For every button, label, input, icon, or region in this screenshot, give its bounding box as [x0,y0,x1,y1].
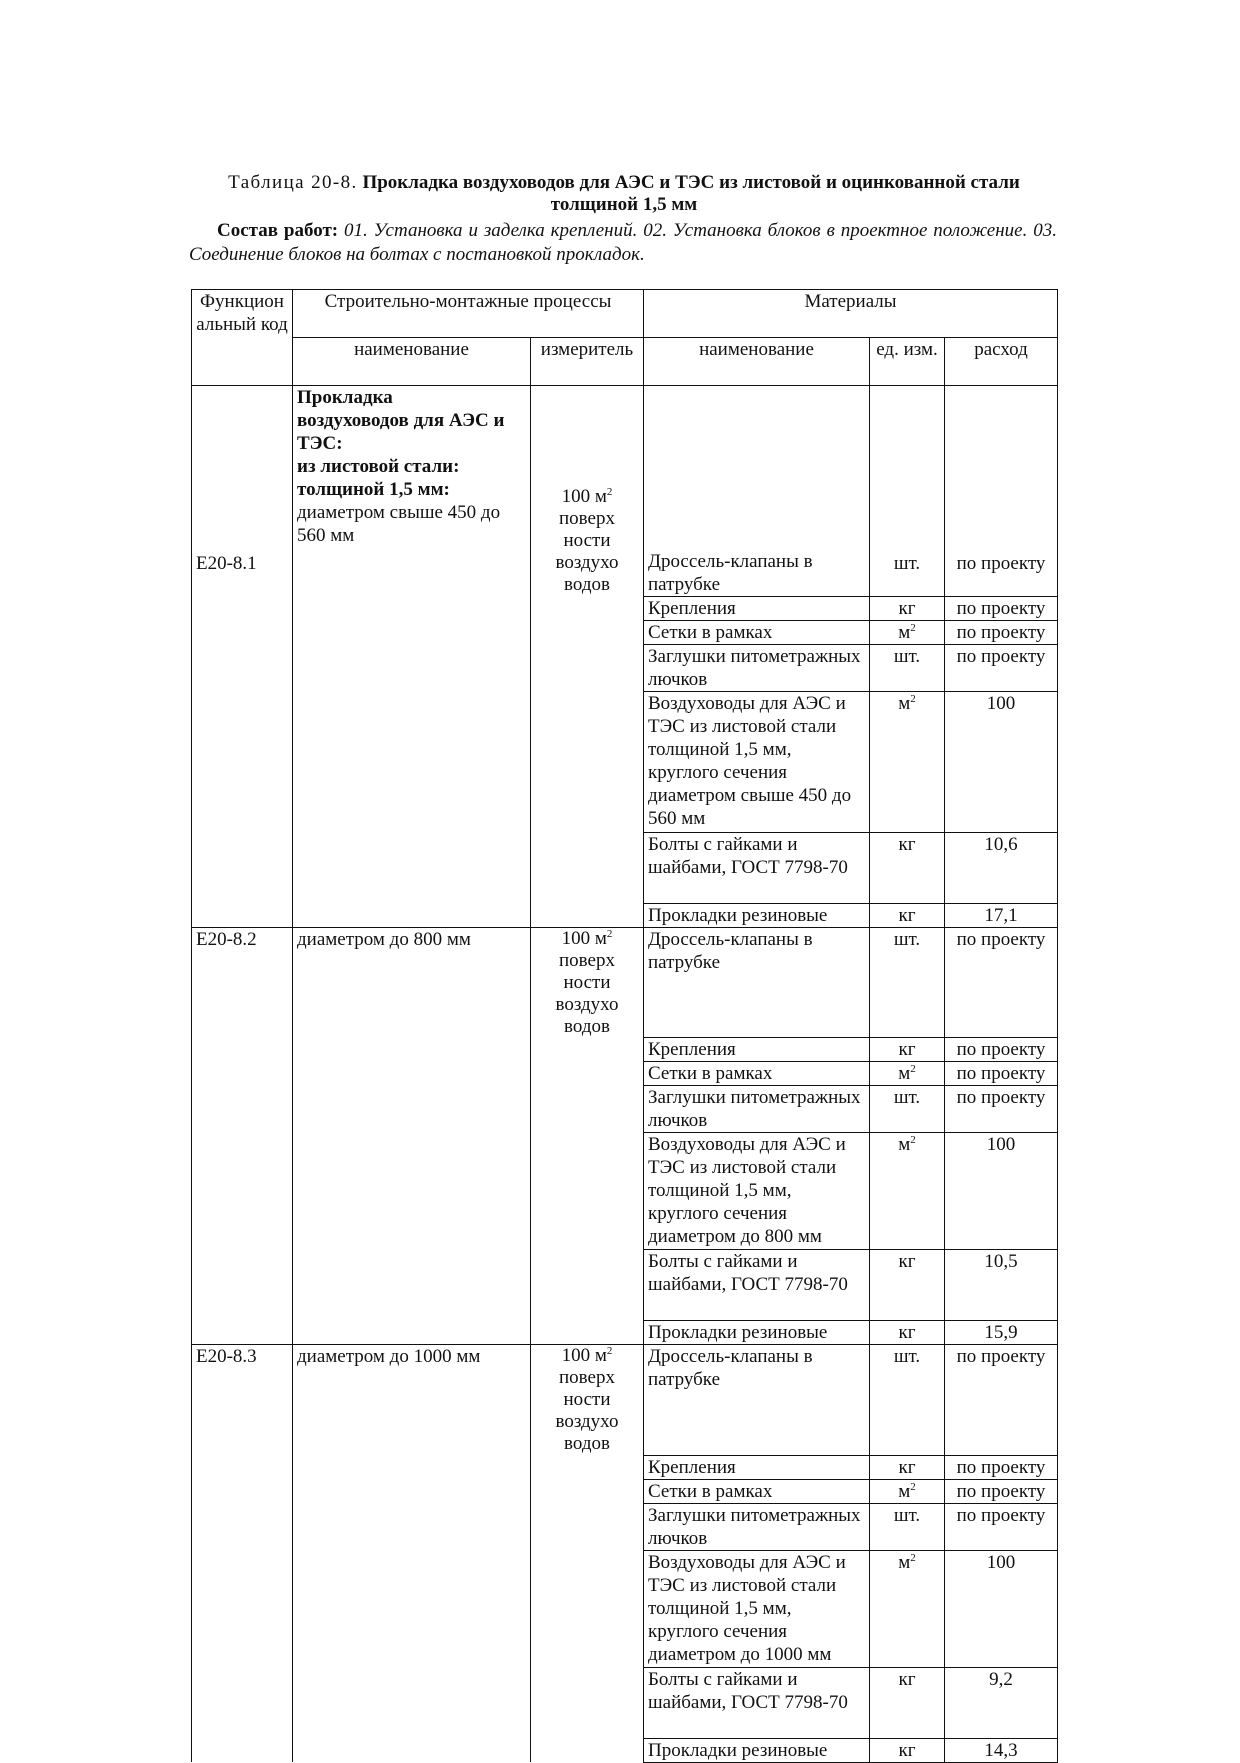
material-qty: 100 [945,691,1058,832]
meter-cell [531,927,644,1038]
material-unit-sup: 2 [910,1480,916,1493]
table-row [192,1345,1058,1456]
meter-line: воздухо [555,993,619,1015]
description-cell [293,644,531,691]
meter-unit-sup: 2 [606,1345,613,1357]
material-unit [870,691,945,832]
meter-line: ности [563,530,611,551]
description-cell [293,1667,531,1738]
section-title-line: воздуховодов для АЭС и [297,410,505,431]
material-name: Крепления [644,1455,870,1479]
section-title-line: ТЭС: [297,433,343,454]
meter-cell [531,1738,644,1762]
description-cell [293,386,531,597]
material-qty: по проекту [945,1086,1058,1133]
material-name: Сетки в рамках [644,620,870,644]
code-cell [192,1503,293,1550]
header-material-name: наименование [644,338,870,386]
material-unit-text: кг [898,1322,916,1343]
code-cell [192,1479,293,1503]
material-qty: 100 [945,1550,1058,1667]
material-name: Воздуховоды для АЭС и ТЭС из листовой стали толщиной 1,5 мм, круглого сечения диаметром до 1000 мм [644,1550,870,1667]
material-unit-text: кг [898,1456,916,1478]
material-name: Воздуховоды для АЭС и ТЭС из листовой стали толщиной 1,5 мм, круглого сечения диаметром до 800 мм [644,1133,870,1250]
material-unit-text: м [898,692,911,714]
material-name: Болты с гайками и шайбами, ГОСТ 7798-70 [644,1250,870,1321]
work-label: Состав работ: [217,220,339,241]
code-cell [192,1086,293,1133]
code-cell [192,1345,293,1456]
material-qty: 17,1 [945,903,1058,927]
section-title-line: Прокладка [297,387,393,408]
material-qty: по проекту [945,1062,1058,1086]
meter-unit: 100 $м^2$ [561,927,613,949]
material-qty: по проекту [945,1503,1058,1550]
table-row [192,1455,1058,1479]
material-unit [870,1086,945,1133]
meter-unit: 100 $м^2$ [561,1345,613,1366]
material-name: Дроссель-клапаны в патрубке [644,386,870,597]
process-description: диаметром до 800 мм [297,928,471,950]
table-row [192,386,1058,597]
material-unit [870,1038,945,1062]
table-row [192,1038,1058,1062]
section-title-line: толщиной 1,5 мм: [297,479,450,500]
functional-code: Е20-8.1 [196,553,257,574]
material-unit-text: м [898,621,911,643]
material-unit-text: шт. [893,1087,921,1108]
material-qty: 15,9 [945,1321,1058,1345]
table-row [192,1321,1058,1345]
material-unit-text: шт. [893,645,921,667]
meter-line: водов [564,1015,610,1037]
description-cell [293,927,531,1038]
material-qty: по проекту [945,1345,1058,1456]
table-number: Таблица 20-8. [228,172,358,193]
meter-line: водов [564,1433,610,1454]
material-name: Прокладки резиновые [644,1321,870,1345]
code-cell [192,1062,293,1086]
meter-unit-sup: 2 [606,486,613,498]
header-process-unit: измеритель [531,338,644,386]
material-name: Заглушки питометражных лючков [644,644,870,691]
description-cell [293,1062,531,1086]
material-qty: 10,5 [945,1250,1058,1321]
material-unit [870,1503,945,1550]
material-qty: 14,3 [945,1738,1058,1762]
code-cell [192,1038,293,1062]
material-unit-text: кг [898,1739,916,1761]
functional-code: Е20-8.2 [196,928,257,950]
material-name: Болты с гайками и шайбами, ГОСТ 7798-70 [644,832,870,903]
material-qty: 9,2 [945,1667,1058,1738]
material-unit-sup: 2 [910,1551,916,1564]
table-title [186,172,1062,216]
material-unit-text: кг [898,1251,916,1272]
table-row [192,1479,1058,1503]
header-material-unit: ед. изм. [870,338,945,386]
meter-line: поверх [559,508,615,529]
table-row [192,1738,1058,1762]
table-row [192,1503,1058,1550]
material-unit [870,1345,945,1456]
code-cell [192,644,293,691]
code-cell [192,1550,293,1667]
meter-line: поверх [559,949,615,971]
material-name: Прокладки резиновые [644,1738,870,1762]
material-unit-sup: 2 [910,692,916,705]
material-unit [870,1667,945,1738]
header-processes: Строительно-монтажные процессы [293,290,644,338]
material-unit [870,1455,945,1479]
material-unit-text: кг [898,904,916,926]
table-row [192,644,1058,691]
header-code: Функцион альный код [192,290,293,386]
description-cell [293,1345,531,1456]
material-unit-sup: 2 [910,621,916,634]
description-cell [293,1086,531,1133]
material-name: Прокладки резиновые [644,903,870,927]
code-cell [192,927,293,1038]
table-row [192,832,1058,903]
material-unit-text: шт. [893,928,921,950]
code-cell [192,691,293,832]
meter-value [535,486,639,596]
material-unit-text: шт. [893,552,921,574]
material-unit-text: м [898,1551,911,1573]
meter-cell [531,620,644,644]
section-title [297,386,526,501]
material-name: Заглушки питометражных лючков [644,1086,870,1133]
meter-cell [531,1086,644,1133]
table-heading: Прокладка воздуховодов для АЭС и ТЭС из листовой и оцинкованной стали толщиной 1,5 мм [362,172,1020,215]
table-row [192,903,1058,927]
code-cell [192,1133,293,1250]
meter-cell [531,1479,644,1503]
meter-line: воздухо [555,1411,619,1432]
section-title-line: из листовой стали: [297,456,460,477]
material-qty: по проекту [945,596,1058,620]
description-cell [293,691,531,832]
meter-cell [531,1550,644,1667]
material-unit [870,1250,945,1321]
material-unit-text: кг [898,1039,916,1060]
material-name: Заглушки питометражных лючков [644,1503,870,1550]
description-cell [293,1321,531,1345]
material-name: Крепления [644,1038,870,1062]
meter-cell [531,1667,644,1738]
meter-cell [531,596,644,620]
header-material-qty: расход [945,338,1058,386]
meter-cell [531,1250,644,1321]
meter-cell [531,1321,644,1345]
material-unit [870,644,945,691]
description-cell [293,1133,531,1250]
table-row [192,1133,1058,1250]
code-cell [192,620,293,644]
material-qty: по проекту [945,620,1058,644]
code-cell [192,386,293,597]
material-unit-text: м [898,1480,911,1502]
meter-line: поверх [559,1367,615,1388]
material-qty: 10,6 [945,832,1058,903]
code-cell [192,596,293,620]
material-unit [870,1321,945,1345]
norms-table-body [192,290,1058,1763]
process-description: диаметром свыше 450 до 560 мм [297,502,501,546]
description-cell [293,1455,531,1479]
code-cell [192,903,293,927]
meter-cell [531,1133,644,1250]
functional-code: Е20-8.3 [196,1346,257,1367]
meter-cell [531,691,644,832]
material-unit [870,596,945,620]
description-cell [293,1503,531,1550]
table-row [192,1250,1058,1321]
material-unit-text: шт. [893,1504,921,1526]
meter-cell [531,1345,644,1456]
material-unit [870,386,945,597]
meter-cell [531,903,644,927]
material-name: Болты с гайками и шайбами, ГОСТ 7798-70 [644,1667,870,1738]
code-cell [192,1455,293,1479]
description-cell [293,832,531,903]
material-unit-text: кг [898,833,916,855]
meter-cell [531,1503,644,1550]
table-row [192,1550,1058,1667]
table-row [192,596,1058,620]
material-unit [870,1550,945,1667]
header-materials: Материалы [644,290,1058,338]
meter-unit-sup: 2 [606,927,613,940]
material-qty: по проекту [945,386,1058,597]
table-row [192,691,1058,832]
table-row [192,1667,1058,1738]
process-description: диаметром до 1000 мм [297,1346,481,1367]
material-unit-text: м [898,1063,911,1084]
description-cell [293,620,531,644]
description-cell [293,596,531,620]
material-unit [870,1479,945,1503]
material-qty: по проекту [945,1038,1058,1062]
material-qty: по проекту [945,1479,1058,1503]
description-cell [293,1550,531,1667]
meter-cell [531,386,644,597]
material-name: Крепления [644,596,870,620]
material-unit-text: шт. [893,1346,921,1367]
table-row [192,927,1058,1038]
material-unit [870,1133,945,1250]
work-composition [189,219,1057,267]
table-row [192,1062,1058,1086]
table-row [192,1086,1058,1133]
header-process-name: наименование [293,338,531,386]
code-cell [192,1321,293,1345]
description-cell [293,1738,531,1762]
code-cell [192,832,293,903]
material-qty: 100 [945,1133,1058,1250]
meter-line: ности [563,971,611,993]
meter-value [535,1345,639,1455]
meter-cell [531,644,644,691]
code-cell [192,1667,293,1738]
material-name: Сетки в рамках [644,1062,870,1086]
description-cell [293,1479,531,1503]
material-name: Воздуховоды для АЭС и ТЭС из листовой стали толщиной 1,5 мм, круглого сечения диаметром свыше 450 до 560 мм [644,691,870,832]
code-cell [192,1250,293,1321]
material-unit [870,927,945,1038]
meter-line: воздухо [555,552,619,573]
material-qty: по проекту [945,927,1058,1038]
meter-value [535,928,639,1038]
meter-line: водов [564,574,610,595]
material-unit [870,903,945,927]
material-unit [870,1062,945,1086]
material-qty: по проекту [945,1455,1058,1479]
norms-table [191,289,1058,1763]
material-unit-text: кг [898,597,916,619]
meter-line: ности [563,1389,611,1410]
material-qty: по проекту [945,644,1058,691]
description-cell [293,1250,531,1321]
description-cell [293,903,531,927]
material-unit [870,832,945,903]
material-name: Дроссель-клапаны в патрубке [644,1345,870,1456]
code-cell [192,1738,293,1762]
material-name: Дроссель-клапаны в патрубке [644,927,870,1038]
meter-cell [531,1062,644,1086]
material-unit-sup: 2 [910,1134,916,1146]
table-row [192,620,1058,644]
material-name: Сетки в рамках [644,1479,870,1503]
meter-unit: 100 $м^2$ [561,486,613,507]
material-unit [870,620,945,644]
description-cell [293,1038,531,1062]
material-unit-text: кг [898,1668,916,1690]
work-text: 01. Установка и заделка креплений. 02. Установка блоков в проектное положение. 03. Соединение блоков на болтах с постановкой прокладок. [189,220,1057,265]
material-unit [870,1738,945,1762]
meter-cell [531,1038,644,1062]
meter-cell [531,832,644,903]
material-unit-sup: 2 [910,1063,916,1075]
material-unit-text: м [898,1134,911,1155]
meter-cell [531,1455,644,1479]
